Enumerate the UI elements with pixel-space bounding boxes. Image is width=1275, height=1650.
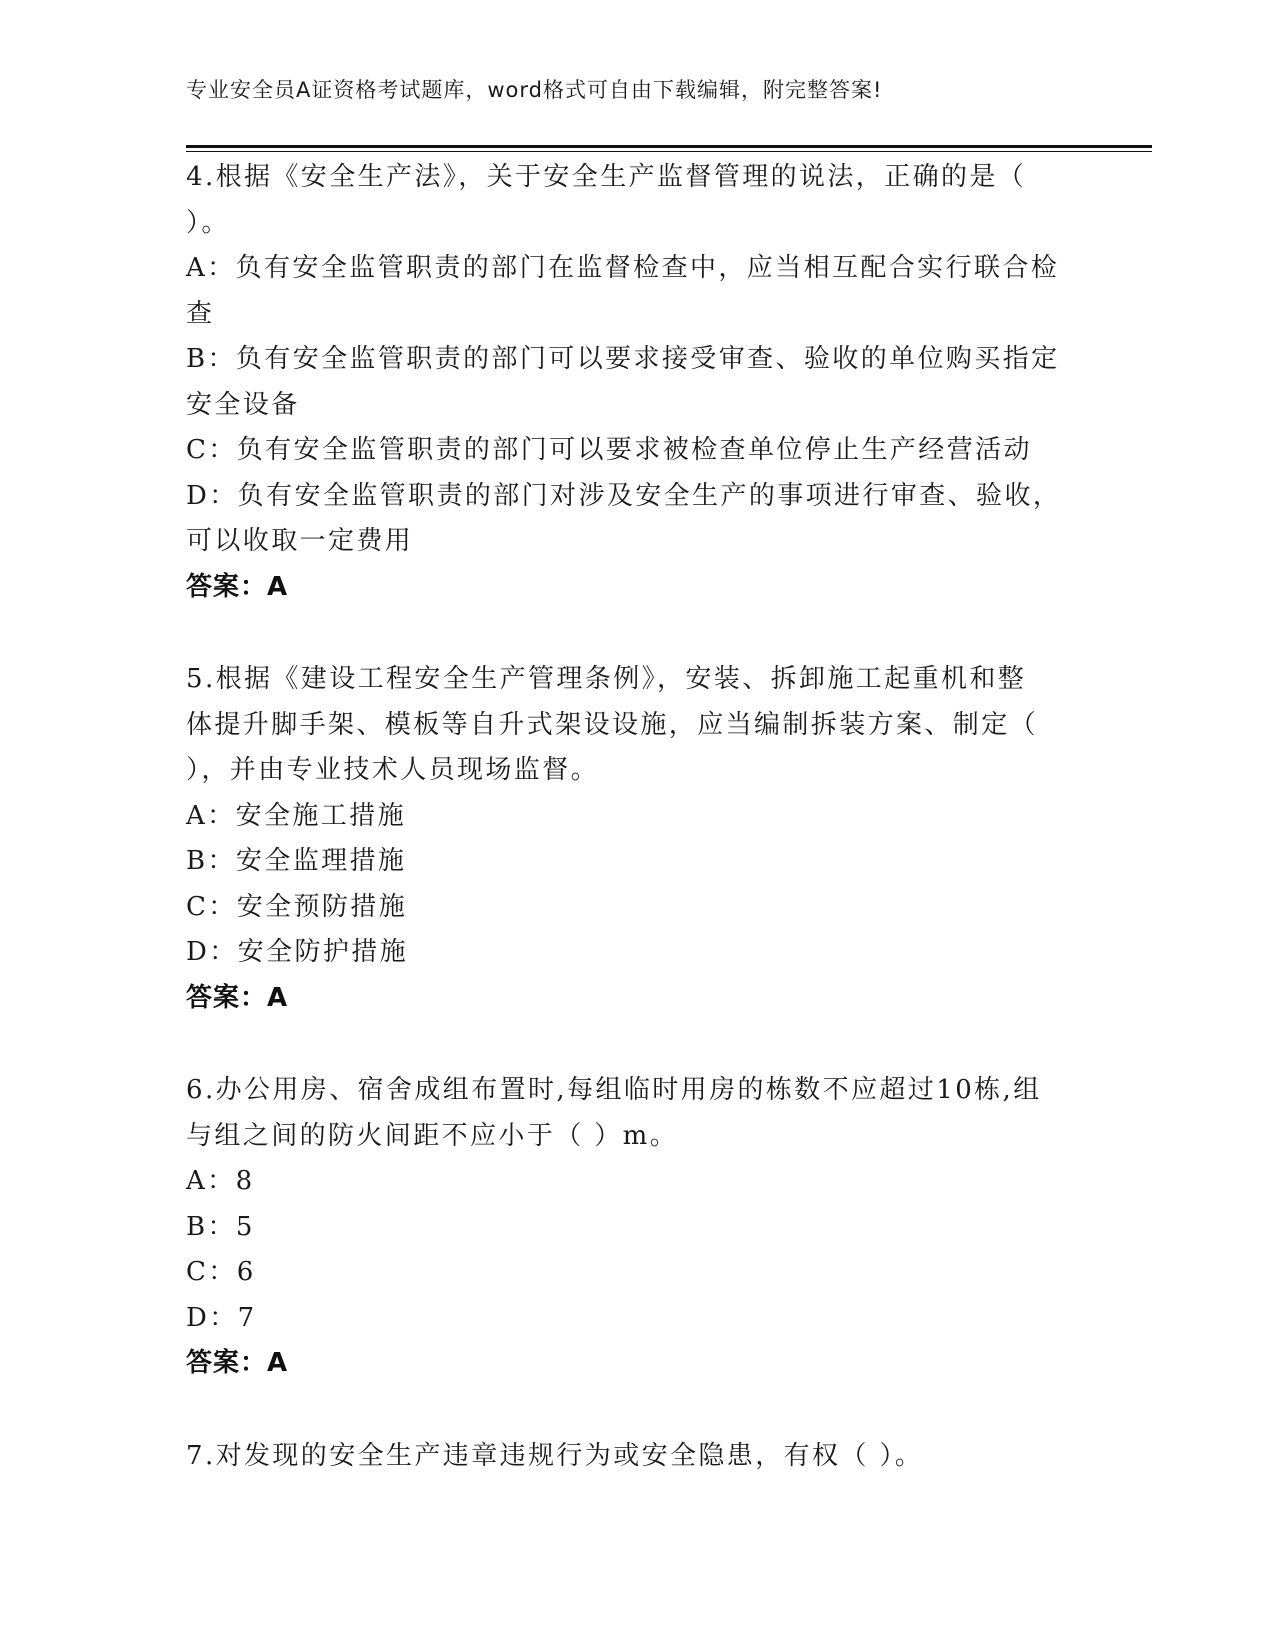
option-d: D：7 bbox=[186, 1302, 257, 1333]
option-b: B：负有安全监管职责的部门可以要求接受审查、验收的单位购买指定 bbox=[186, 344, 1060, 374]
option-d: D：安全防护措施 bbox=[186, 937, 409, 967]
option-a: A：负有安全监管职责的部门在监督检查中，应当相互配合实行联合检 bbox=[186, 253, 1060, 283]
option-a-continued: 查 bbox=[186, 298, 215, 329]
option-d: D：负有安全监管职责的部门对涉及安全生产的事项进行审查、验收， bbox=[186, 480, 1062, 511]
answer: 答案：A bbox=[186, 1348, 289, 1378]
option-b: B：5 bbox=[186, 1211, 255, 1242]
option-c: C：安全预防措施 bbox=[186, 891, 408, 922]
question-7 bbox=[186, 1434, 1086, 1480]
question-stem-line: 7.对发现的安全生产违章违规行为或安全隐患，有权（ ）。 bbox=[186, 1440, 924, 1471]
question-6 bbox=[186, 1068, 1086, 1387]
question-4 bbox=[186, 155, 1086, 610]
option-a: A：8 bbox=[186, 1166, 255, 1196]
question-stem-line: 体提升脚手架、模板等自升式架设设施，应当编制拆装方案、制定（ bbox=[186, 709, 1039, 740]
answer: 答案：A bbox=[186, 571, 289, 602]
option-c: C：负有安全监管职责的部门可以要求被检查单位停止生产经营活动 bbox=[186, 435, 1032, 465]
question-stem-line: 与组之间的防火间距不应小于（ ）m。 bbox=[186, 1120, 679, 1151]
option-c: C：6 bbox=[186, 1257, 256, 1287]
question-5 bbox=[186, 657, 1086, 1021]
answer: 答案：A bbox=[186, 982, 289, 1013]
question-stem-line: ）。 bbox=[186, 207, 230, 238]
question-stem-line: 6.办公用房、宿舍成组布置时,每组临时用房的栋数不应超过10栋,组 bbox=[186, 1075, 1042, 1105]
question-stem-line: 5.根据《建设工程安全生产管理条例》，安装、拆卸施工起重机和整 bbox=[186, 664, 1027, 694]
option-b-continued: 安全设备 bbox=[186, 389, 300, 420]
header-divider bbox=[186, 145, 1152, 152]
option-d-continued: 可以收取一定费用 bbox=[186, 526, 414, 556]
question-stem-line: ），并由专业技术人员现场监督。 bbox=[186, 755, 600, 785]
page-header: 专业安全员A证资格考试题库，word格式可自由下载编辑，附完整答案! bbox=[186, 78, 883, 102]
option-b: B：安全监理措施 bbox=[186, 846, 407, 876]
question-list bbox=[186, 155, 1086, 1526]
question-stem-line: 4.根据《安全生产法》，关于安全生产监督管理的说法，正确的是（ bbox=[186, 162, 1027, 192]
option-a: A：安全施工措施 bbox=[186, 800, 406, 831]
